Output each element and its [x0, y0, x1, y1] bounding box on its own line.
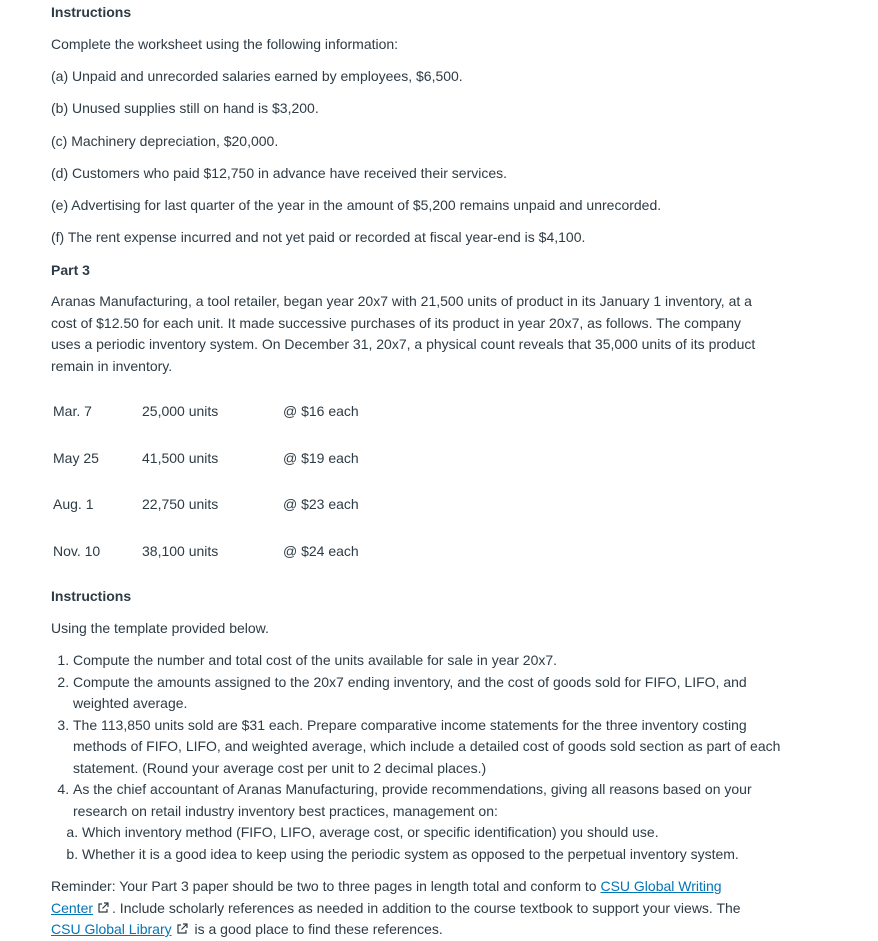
part3-paragraph: Aranas Manufacturing, a tool retailer, began year 20x7 with 21,500 units of product in its January 1 inventory, at a cost of $12.50 for each unit. It made successive purchases of its product in year 20x7, as follows. The company uses a periodic inventory system. On December 31, 20x7, a physical count reveals that 35,000 units of its product remain in inventory.: [51, 293, 756, 374]
instruction-item-c: (c) Machinery depreciation, $20,000.: [51, 133, 279, 149]
step-text: The 113,850 units sold are $31 each. Prepare comparative income statements for the three inventory costing methods of FIFO, LIFO, and weighted average, which include a detailed cost of goods sold section as part of each statement. (Round your average cost per unit to 2 decimal places.): [73, 716, 781, 776]
list-item: [73, 650, 788, 672]
list-item: [73, 779, 788, 865]
substep-text: Whether it is a good idea to keep using the periodic system as opposed to the perpetual inventory system.: [82, 845, 739, 862]
part3-heading: Part 3: [51, 262, 90, 278]
csu-library-link[interactable]: CSU Global Library: [51, 921, 172, 937]
purchase-units: 38,100 units: [142, 543, 219, 559]
purchase-units: 25,000 units: [142, 403, 219, 419]
instructions-heading: Instructions: [51, 4, 132, 20]
purchase-date: May 25: [53, 450, 99, 466]
instruction-item-b: (b) Unused supplies still on hand is $3,200.: [51, 100, 319, 116]
instructions2-heading: Instructions: [51, 588, 132, 604]
instruction-item-a: (a) Unpaid and unrecorded salaries earned by employees, $6,500.: [51, 68, 463, 84]
purchase-date: Mar. 7: [53, 403, 92, 419]
instructions2-intro: Using the template provided below.: [51, 620, 269, 636]
external-link-icon: [176, 923, 188, 935]
step-text: Compute the amounts assigned to the 20x7 ending inventory, and the cost of goods sold for FIFO, LIFO, and weighted average.: [73, 673, 747, 711]
purchase-units: 22,750 units: [142, 496, 219, 512]
list-item: [82, 822, 788, 844]
list-item: [82, 844, 788, 866]
reminder-paragraph: [51, 876, 766, 941]
reminder-text-1: Reminder: Your Part 3 paper should be two to three pages in length total and conform to: [51, 878, 601, 894]
writing-center-link[interactable]: CSU Global Writing Center: [51, 878, 722, 916]
purchase-price: @ $23 each: [283, 496, 359, 512]
external-link-icon: [97, 902, 109, 914]
instruction-item-d: (d) Customers who paid $12,750 in advance have received their services.: [51, 165, 508, 181]
substeps-list: [73, 822, 788, 865]
step-text: As the chief accountant of Aranas Manufacturing, provide recommendations, giving all reasons based on your research on retail industry inventory best practices, management on:: [73, 781, 752, 819]
instructions-intro: Complete the worksheet using the following information:: [51, 36, 399, 52]
purchase-units: 41,500 units: [142, 450, 219, 466]
purchase-date: Nov. 10: [53, 543, 101, 559]
purchase-price: @ $24 each: [283, 543, 359, 559]
purchase-price: @ $16 each: [283, 403, 359, 419]
substep-text: Which inventory method (FIFO, LIFO, average cost, or specific identification) you should use.: [82, 824, 659, 840]
instruction-item-e: (e) Advertising for last quarter of the year in the amount of $5,200 remains unpaid and unrecorded.: [51, 197, 662, 213]
steps-list: [51, 650, 788, 865]
reminder-text-2: . Include scholarly references as needed in addition to the course textbook to support your views. The: [112, 899, 741, 916]
list-item: [73, 715, 788, 780]
instruction-item-f: (f) The rent expense incurred and not yet paid or recorded at fiscal year-end is $4,100.: [51, 229, 586, 245]
step-text: Compute the number and total cost of the units available for sale in year 20x7.: [73, 652, 558, 668]
list-item: [73, 672, 788, 715]
purchase-price: @ $19 each: [283, 450, 359, 466]
reminder-text-3: is a good place to find these references.: [190, 921, 443, 937]
purchase-date: Aug. 1: [53, 496, 94, 512]
